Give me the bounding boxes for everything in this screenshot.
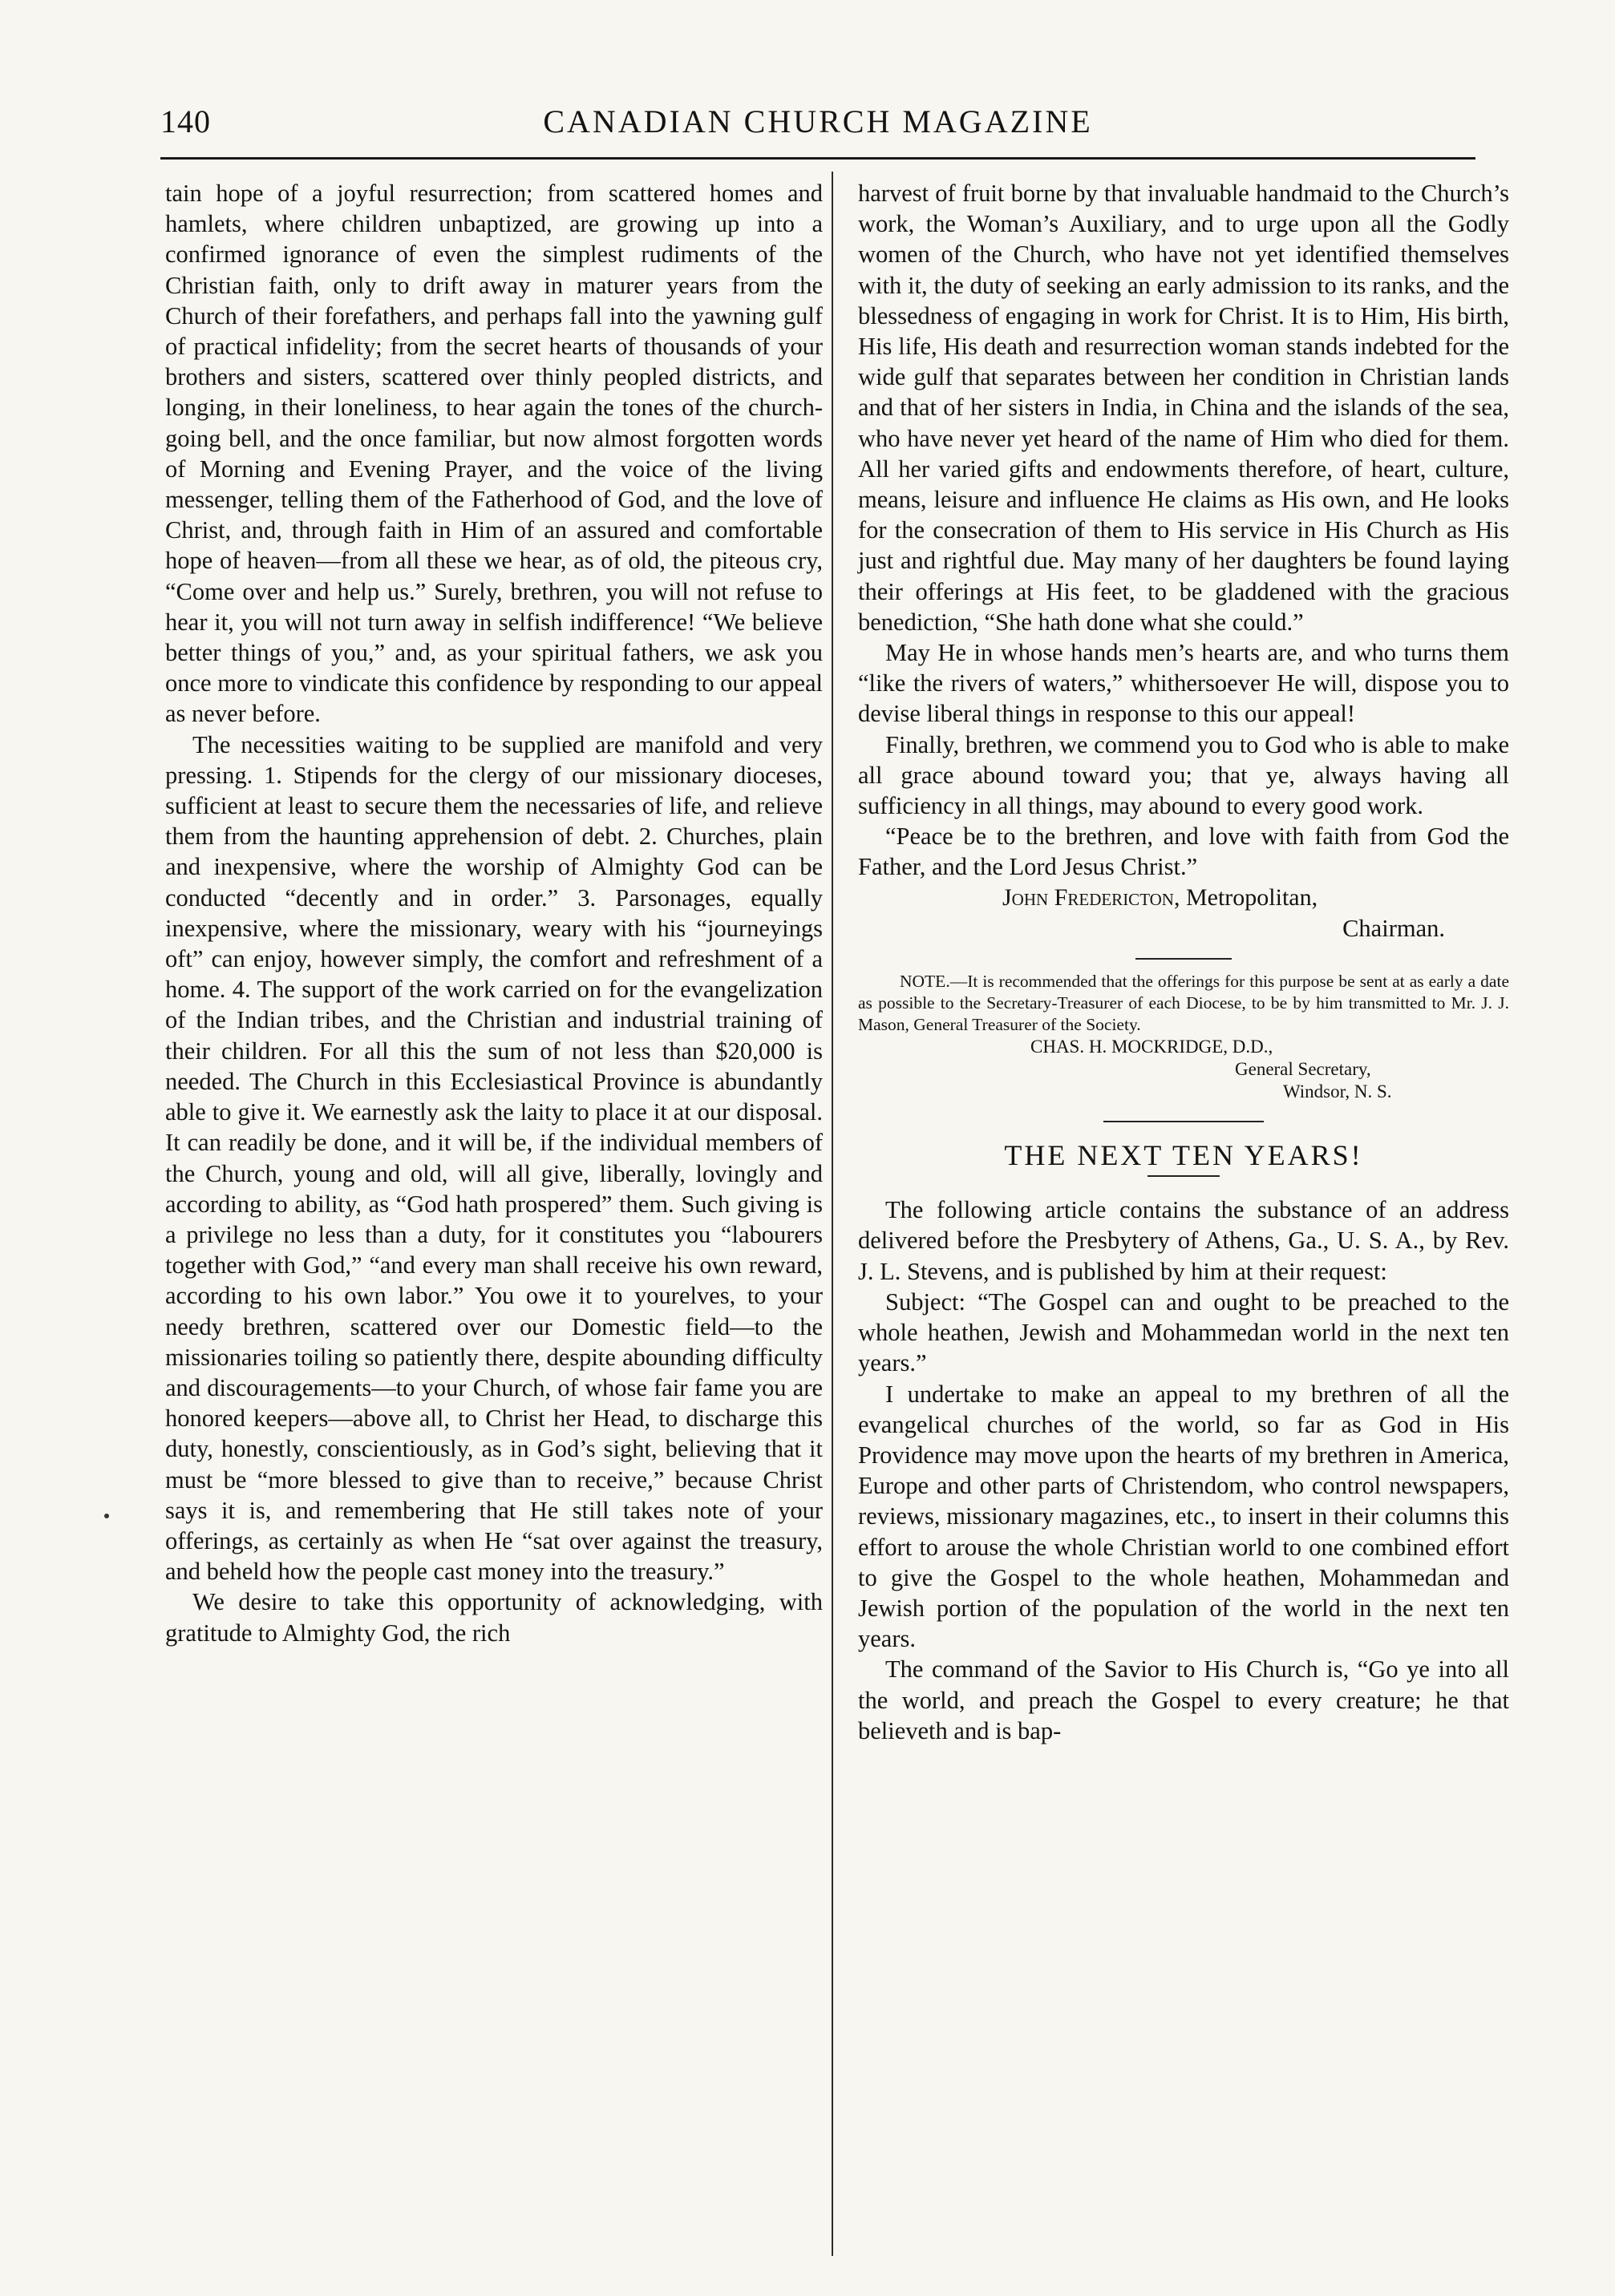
paragraph: I undertake to make an appeal to my brethren of all the evangelical churches of the world, so far as God in His Providence may move upon the hearts of my brethren in America, Europe and other parts of Christendom, who control newspapers, reviews, missionary magazines, etc., to insert in their columns this effort to arouse the whole Christian world to one combined effort to give the Gospel to the whole heathen, Mohammedan and Jewish portion of the population of the world in the next ten years. (858, 1380, 1509, 1653)
note-signature-place: Windsor, N. S. (1283, 1081, 1392, 1102)
paragraph: May He in whose hands men’s hearts are, and who turns them “like the rivers of waters,” whithersoever He will, dispose you to devise liberal things in response to this our appeal! (858, 639, 1509, 728)
paragraph: The following article contains the substance of an address delivered before the Presbytery of Athens, Ga., U. S. A., by Rev. J. L. Stevens, and is published by him at their request: (858, 1196, 1509, 1285)
left-column (165, 178, 823, 1648)
paragraph: Finally, brethren, we commend you to God who is able to make all grace abound toward you; that ye, always having all sufficiency in all things, may abound to every good work. (858, 730, 1509, 820)
header-rule (160, 157, 1475, 160)
running-title: CANADIAN CHURCH MAGAZINE (543, 103, 1093, 139)
paragraph: tain hope of a joyful resurrection; from scattered homes and hamlets, where children unbaptized, are growing up into a confirmed ignorance of even the simplest rudiments of the Christian faith, only to drift away in maturer years from the Church of their forefathers, and perhaps fall into the yawning gulf of practical infidelity; from the secret hearts of thousands of your brothers and sisters, scattered over thinly peopled districts, and longing, in their loneliness, to hear again the tones of the church-going bell, and the once familiar, but now almost forgotten words of Morning and Evening Prayer, and the voice of the living messenger, telling them of the Fatherhood of God, and the love of Christ, and, through faith in Him of an assured and comfortable hope of heaven—from all these we hear, as of old, the piteous cry, “Come over and help us.” Surely, brethren, you will not refuse to hear it, you will not turn away in selfish indifference! “We believe better things of you,” and, as your spiritual fathers, we ask you once more to vindicate this confidence by responding to our appeal as never before. (165, 180, 823, 728)
paragraph: “Peace be to the brethren, and love with faith from God the Father, and the Lord Jesus Christ.” (858, 823, 1509, 881)
signature-name: John Fredericton, (1002, 883, 1180, 911)
divider-rule (1135, 958, 1232, 960)
margin-speck (104, 1514, 109, 1518)
right-column (858, 178, 1509, 1746)
page-header (160, 103, 1475, 151)
divider-rule (1148, 1175, 1220, 1177)
footnote: NOTE.—It is recommended that the offerings for this purpose be sent at as early a date as possible to the Secretary-Treasurer of each Diocese, to be by him transmitted to Mr. J. J. Mason, General Treasurer of the Society. (858, 972, 1509, 1035)
page-number: 140 (160, 103, 211, 139)
paragraph: Subject: “The Gospel can and ought to be preached to the whole heathen, Jewish and Mohammedan world in the next ten years.” (858, 1287, 1509, 1377)
column-divider (832, 172, 833, 2256)
paragraph: The command of the Savior to His Church is, “Go ye into all the world, and preach the Gospel to every creature; he that believeth and is bap- (858, 1655, 1509, 1744)
note-signature-title: General Secretary, (1235, 1059, 1371, 1080)
paragraph: The necessities waiting to be supplied are manifold and very pressing. 1. Stipends for the clergy of our missionary dioceses, sufficient at least to secure them the necessaries of life, and relieve them from the haunting apprehension of debt. 2. Churches, plain and inexpensive, where the worship of Almighty God can be conducted “decently and in order.” 3. Parsonages, equally inexpensive, where the missionary, weary with his “journeyings oft” can enjoy, however simply, the comfort and refreshment of a home. 4. The support of the work carried on for the evangelization of the Indian tribes, and the Christian and industrial training of their children. For all this the sum of not less than $20,000 is needed. The Church in this Ecclesiastical Province is abundantly able to give it. We earnestly ask the laity to place it at our disposal. It can readily be done, and it will be, if the individual members of the Church, young and old, will all give, liberally, lovingly and according to ability, as “God hath prospered” them. Such giving is a privilege no less than a duty, for it constitutes you “labourers together with God,” “and every man shall receive his own reward, according to his own labor.” You owe it to yourelves, to your needy brethren, scattered over our Domestic field—to the missionaries toiling so patiently there, despite abounding difficulty and discouragements—to your Church, of whose fair fame you are honored keepers—above all, to Christ her Head, to discharge this duty, honestly, conscientiously, as in God’s sight, believing that it must be “more blessed to give than to receive,” because Christ says it is, and remembering that He still takes note of your offerings, as certainly as when He “sat over against the treasury, and beheld how the people cast money into the treasury.” (165, 730, 823, 1586)
paragraph: harvest of fruit borne by that invaluable handmaid to the Church’s work, the Woman’s Auxiliary, and to urge upon all the Godly women of the Church, who have not yet identified themselves with it, the duty of seeking an early admission to its ranks, and the blessedness of engaging in work for Christ. It is to Him, His birth, His life, His death and resurrection woman stands indebted for the wide gulf that separates between her condition in Christian lands and that of her sisters in India, in China and the islands of the sea, who have never yet heard of the name of Him who died for them. All her varied gifts and endowments therefore, of heart, culture, means, leisure and influence He claims as His own, and He looks for the consecration of them to His service in His Church as His just and rightful due. May many of her daughters be found laying their offerings at His feet, to be gladdened with the gracious benediction, “She hath done what she could.” (858, 180, 1509, 636)
divider-rule (1103, 1121, 1264, 1122)
paragraph: We desire to take this opportunity of acknowledging, with gratitude to Almighty God, the rich (165, 1588, 823, 1647)
signature-role: Chairman. (1342, 914, 1445, 942)
signature-title: Metropolitan, (1180, 883, 1318, 911)
note-signature-name: CHAS. H. MOCKRIDGE, D.D., (1030, 1037, 1273, 1057)
section-title: THE NEXT TEN YEARS! (1004, 1139, 1363, 1172)
signature-line (858, 883, 1509, 913)
